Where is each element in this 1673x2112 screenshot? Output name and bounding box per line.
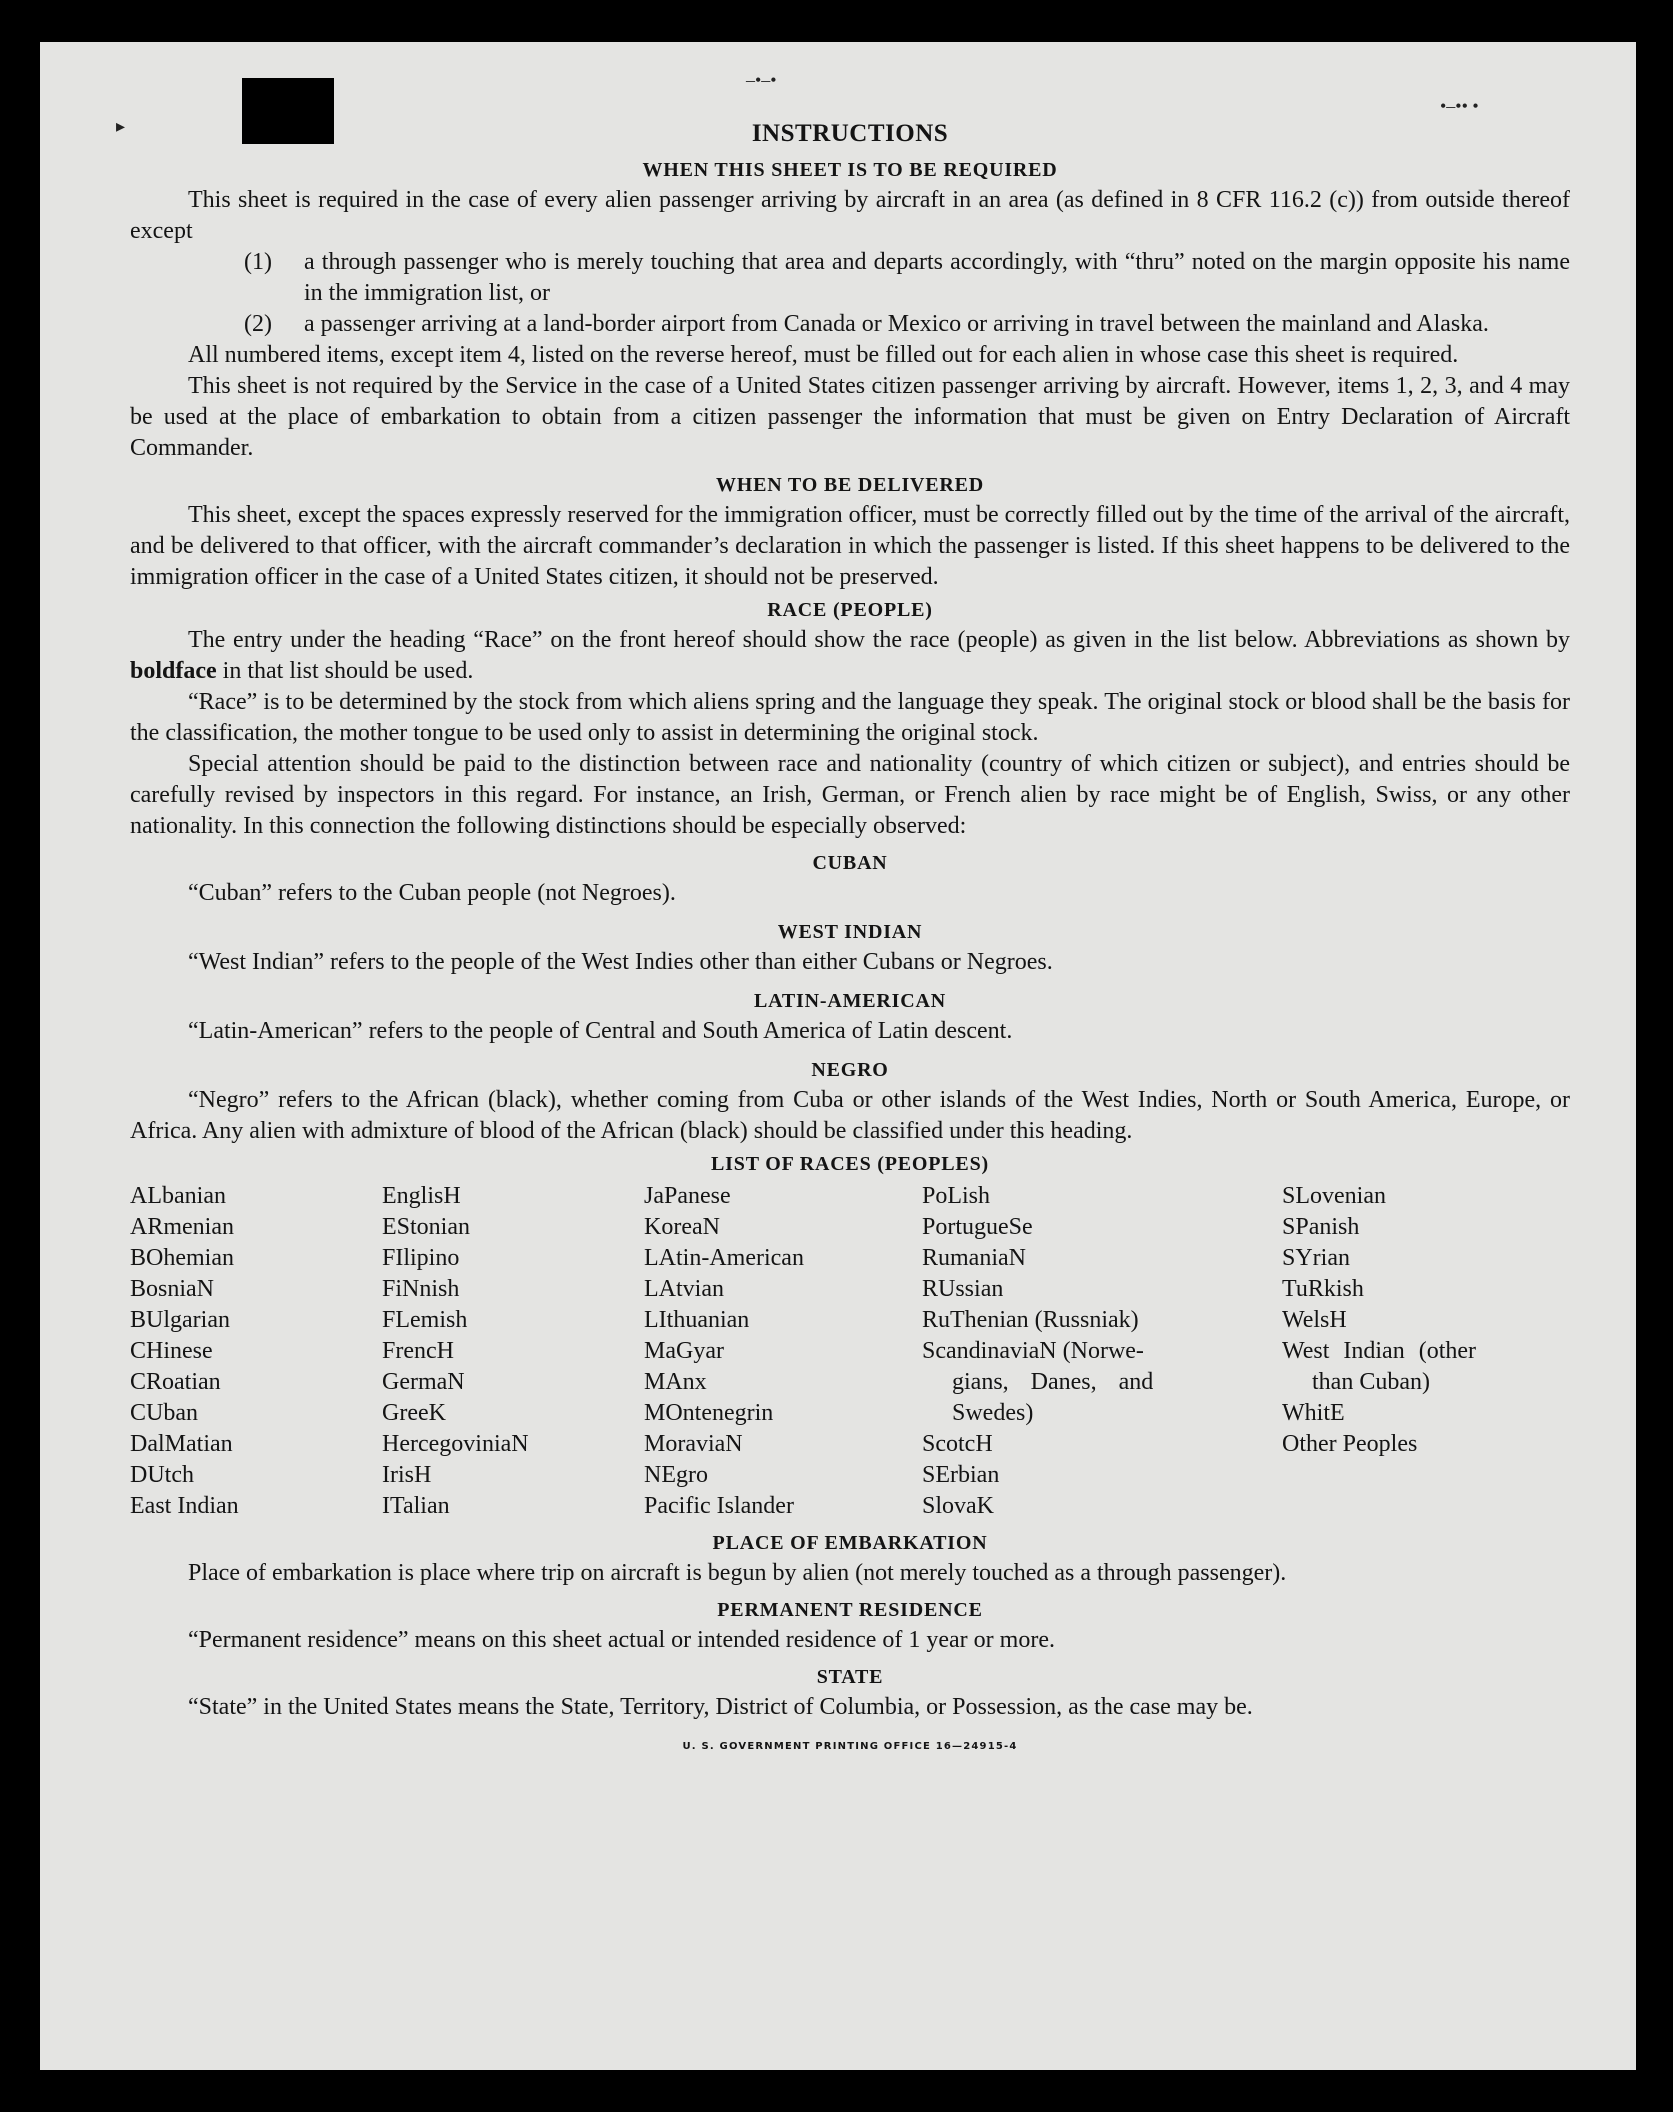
race-item: GreeK [382,1400,446,1426]
section-heading: WHEN THIS SHEET IS TO BE REQUIRED [642,159,1058,181]
ink-mark: •‒•• • [1440,96,1479,116]
race-item: NEgro [644,1462,708,1488]
race-item: ITalian [382,1493,450,1519]
race-item: ALbanian [130,1183,226,1209]
race-item: BosniaN [130,1276,214,1302]
paragraph: “Cuban” refers to the Cuban people (not Negroes). [188,880,676,906]
race-item: FIlipino [382,1245,460,1271]
item-number: (2) [244,311,272,337]
race-item: SlovaK [922,1493,994,1519]
race-item: CUban [130,1400,198,1426]
race-item: RuThenian (Russniak) [922,1307,1139,1333]
race-item: MOntenegrin [644,1400,774,1426]
instructions-page [130,118,1570,1762]
race-item: FiNnish [382,1276,460,1302]
section-heading: LIST OF RACES (PEOPLES) [711,1153,989,1175]
race-item: PoLish [922,1183,991,1209]
race-item: HercegoviniaN [382,1431,529,1457]
race-item: ScandinaviaN (Norwe- [922,1338,1144,1364]
race-item: Other Peoples [1282,1431,1418,1457]
race-item: SLovenian [1282,1183,1386,1209]
paragraph: This sheet, except the spaces expressly reserved for the immigration officer, must be correctly filled out by the time of the arrival of the aircraft, and be delivered to that officer, with the aircraft commander’s declaration in which the passenger is listed. If this sheet happens to be delivered to the immigration officer in the case of a United States citizen, it should not be preserved. [130,502,1570,590]
section-heading: RACE (PEOPLE) [767,599,933,621]
race-item: EnglisH [382,1183,461,1209]
race-item: MaGyar [644,1338,724,1364]
race-item: TuRkish [1282,1276,1364,1302]
race-item: WelsH [1282,1307,1347,1333]
section-heading: PLACE OF EMBARKATION [712,1532,988,1554]
race-column [922,1181,1282,1522]
paragraph [130,625,1570,687]
race-column [1282,1181,1570,1522]
page-title: INSTRUCTIONS [751,120,949,147]
race-item: West Indian (other [1282,1338,1477,1364]
race-item: SYrian [1282,1245,1350,1271]
race-item: SErbian [922,1462,1000,1488]
paragraph: “Negro” refers to the African (black), whether coming from Cuba or other islands of the West Indies, North or South America, Europe, or Africa. Any alien with admixture of blood of the African (black) should be classified under this heading. [130,1087,1570,1144]
printer-imprint: U. S. GOVERNMENT PRINTING OFFICE 16—24915-4 [682,1741,1018,1752]
race-item: RUssian [922,1276,1004,1302]
paragraph: All numbered items, except item 4, listed on the reverse hereof, must be filled out for each alien in whose case this sheet is required. [188,342,1459,368]
race-item-continuation: gians, Danes, and [952,1369,1154,1395]
paragraph: “Permanent residence” means on this sheet actual or intended residence of 1 year or more. [188,1627,1055,1653]
paragraph: “Latin-American” refers to the people of Central and South America of Latin descent. [188,1018,1013,1044]
section-heading: WEST INDIAN [777,921,923,943]
race-item: LAtvian [644,1276,724,1302]
race-item: LIthuanian [644,1307,750,1333]
section-heading: LATIN-AMERICAN [754,990,946,1012]
item-text: a passenger arriving at a land-border airport from Canada or Mexico or arriving in travel between the mainland and Alaska. [304,311,1489,337]
ink-mark: ▸ [116,116,126,136]
race-item: MoraviaN [644,1431,743,1457]
race-item-continuation: than Cuban) [1312,1369,1430,1395]
paragraph: This sheet is not required by the Service in the case of a United States citizen passenger arriving by aircraft. However, items 1, 2, 3, and 4 may be used at the place of embarkation to obtain from a citizen passenger the information that must be given on Entry Declaration of Aircraft Commander. [130,373,1570,461]
section-heading: WHEN TO BE DELIVERED [715,474,985,496]
race-item: Pacific Islander [644,1493,794,1519]
race-item: ScotcH [922,1431,993,1457]
paragraph: “Race” is to be determined by the stock from which aliens spring and the language they speak. The original stock or blood shall be the basis for the classification, the mother tongue to be used only to assist in determining the original stock. [130,689,1570,746]
race-item: BOhemian [130,1245,234,1271]
race-item: RumaniaN [922,1245,1026,1271]
race-item: DalMatian [130,1431,233,1457]
race-column [644,1181,922,1522]
section-heading: STATE [816,1666,884,1688]
race-item: CHinese [130,1338,213,1364]
text-run: The entry under the heading “Race” on the front hereof should show the race (people) as given in the list below. Abbreviations as shown by [188,627,1570,653]
item-number: (1) [244,249,272,275]
race-item: MAnx [644,1369,707,1395]
item-text: a through passenger who is merely touching that area and departs accordingly, with “thru” noted on the margin opposite his name in the immigration list, or [304,249,1570,306]
race-item: East Indian [130,1493,239,1519]
numbered-item [244,309,1570,340]
race-item: BUlgarian [130,1307,230,1333]
paragraph: This sheet is required in the case of every alien passenger arriving by aircraft in an area (as defined in 8 CFR 116.2 (c)) from outside thereof except [130,187,1570,244]
race-item: ARmenian [130,1214,234,1240]
paragraph: “State” in the United States means the State, Territory, District of Columbia, or Possession, as the case may be. [188,1694,1253,1720]
race-column [382,1181,644,1522]
race-item: CRoatian [130,1369,221,1395]
document-sheet [40,42,1636,2070]
bold-term: boldface [130,658,217,684]
race-column [130,1181,382,1522]
section-heading: NEGRO [811,1059,889,1081]
section-heading: CUBAN [812,852,888,874]
race-item: DUtch [130,1462,194,1488]
race-item: PortugueSe [922,1214,1033,1240]
race-item: EStonian [382,1214,470,1240]
race-item: JaPanese [644,1183,731,1209]
paragraph: Place of embarkation is place where trip on aircraft is begun by alien (not merely touched as a through passenger). [188,1560,1287,1586]
paragraph: Special attention should be paid to the distinction between race and nationality (country of which citizen or subject), and entries should be carefully revised by inspectors in this regard. For instance, an Irish, German, or French alien by race might be of English, Swiss, or any other nationality. In this connection the following distinctions should be especially observed: [130,751,1570,839]
section-heading: PERMANENT RESIDENCE [717,1599,983,1621]
race-item: IrisH [382,1462,432,1488]
race-item: SPanish [1282,1214,1360,1240]
text-run: in that list should be used. [222,658,474,684]
race-item: GermaN [382,1369,465,1395]
race-item: WhitE [1282,1400,1345,1426]
numbered-item [244,247,1570,309]
race-list [130,1181,1570,1522]
race-item: FrencH [382,1338,454,1364]
race-item: KoreaN [644,1214,720,1240]
race-item-continuation: Swedes) [952,1400,1034,1426]
race-item: FLemish [382,1307,468,1333]
ink-mark: ‒•‒• [746,70,777,90]
paragraph: “West Indian” refers to the people of the West Indies other than either Cubans or Negroes. [188,949,1053,975]
race-item: LAtin-American [644,1245,804,1271]
